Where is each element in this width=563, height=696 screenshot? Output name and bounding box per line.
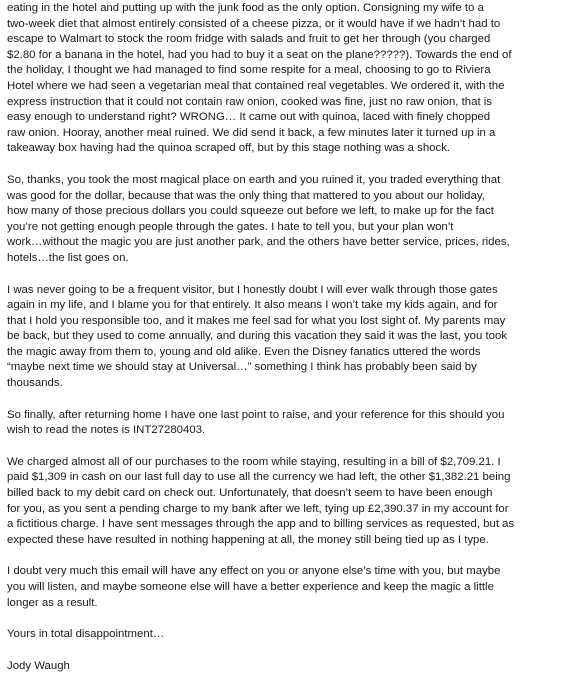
signature-name: Jody Waugh [7,659,70,672]
paragraph-final-remarks: I doubt very much this email will have any effect on you or anyone else’s time with you, but maybe you will listen, and maybe someone else will have a better experience and keep the magic a little longer as a result. [7,565,501,609]
paragraph-billing-issue: We charged almost all of our purchases to the room while staying, resulting in a bill of $2,709.21. I paid $1,309 in cash on our last full day to use all the currency we had left, the other $1,382.21 being billed back to my debit card on check out. Unfortunately, that doesn’t seem to have been enough for you, as you sent a pending charge to my bank after we left, tying up £2,390.37 in my account for a fictitious charge. I have sent messages through the app and to billing services as requested, but as expected these have resulted in nothing happening at all, the money still being tied up as I type. [7,455,515,546]
paragraph-magic-ruined: So, thanks, you took the most magical place on earth and you ruined it, you traded everything that was good for the dollar, because that was the only thing that mattered to you about our holiday, how many of those precious dollars you could squeeze out before we left, to make up for the fact you’re not getting enough people through the gates. I hate to tell you, but your plan won’t work…without the magic you are just another park, and the others have better service, prices, rides, hotels…the list goes on. [7,173,510,264]
paragraph-reference-number: So finally, after returning home I have one last point to raise, and your reference for this should you wish to read the notes is INT27280403. [7,408,505,437]
paragraph-never-return: I was never going to be a frequent visitor, but I honestly doubt I will ever walk through those gates again in my life, and I blame you for that entirely. It also means I won’t take my kids again, and for that I hold you responsible too, and it makes me feel sad for what you lost sight of. My parents may be back, but they used to come annually, and during this vacation they said it was the last, you took the magic away from them to, young and old alike. Even the Disney fanatics uttered the words “maybe next time we should stay at Universal…” something I think has probably been said by thousands. [7,283,508,390]
closing-line: Yours in total disappointment… [7,628,165,641]
letter-document [7,1,559,674]
paragraph-meal-complaint: eating in the hotel and putting up with the junk food as the only option. Consigning my wife to a two-week diet that almost entirely consisted of a cheese pizza, or it would have if we hadn’t had to escape to Walmart to stock the room fridge with salads and fruit to get her through (you charged $2.80 for a banana in the hotel, had you had to buy it a seat on the plane?????). Towards the end of the holiday, I thought we had managed to find some respite for a meal, choosing to go to Riviera Hotel where we had seen a vegetarian meal that contained real vegetables. We ordered it, with the express instruction that it could not contain raw onion, cooked was fine, just no raw onion, that is easy enough to understand right? WRONG… It came out with quinoa, laced with finely chopped raw onion. Hooray, another meal ruined. We did send it back, a few minutes later it turned up in a takeaway box having had the quinoa scraped off, but by this stage nothing was a shock. [7,2,512,155]
